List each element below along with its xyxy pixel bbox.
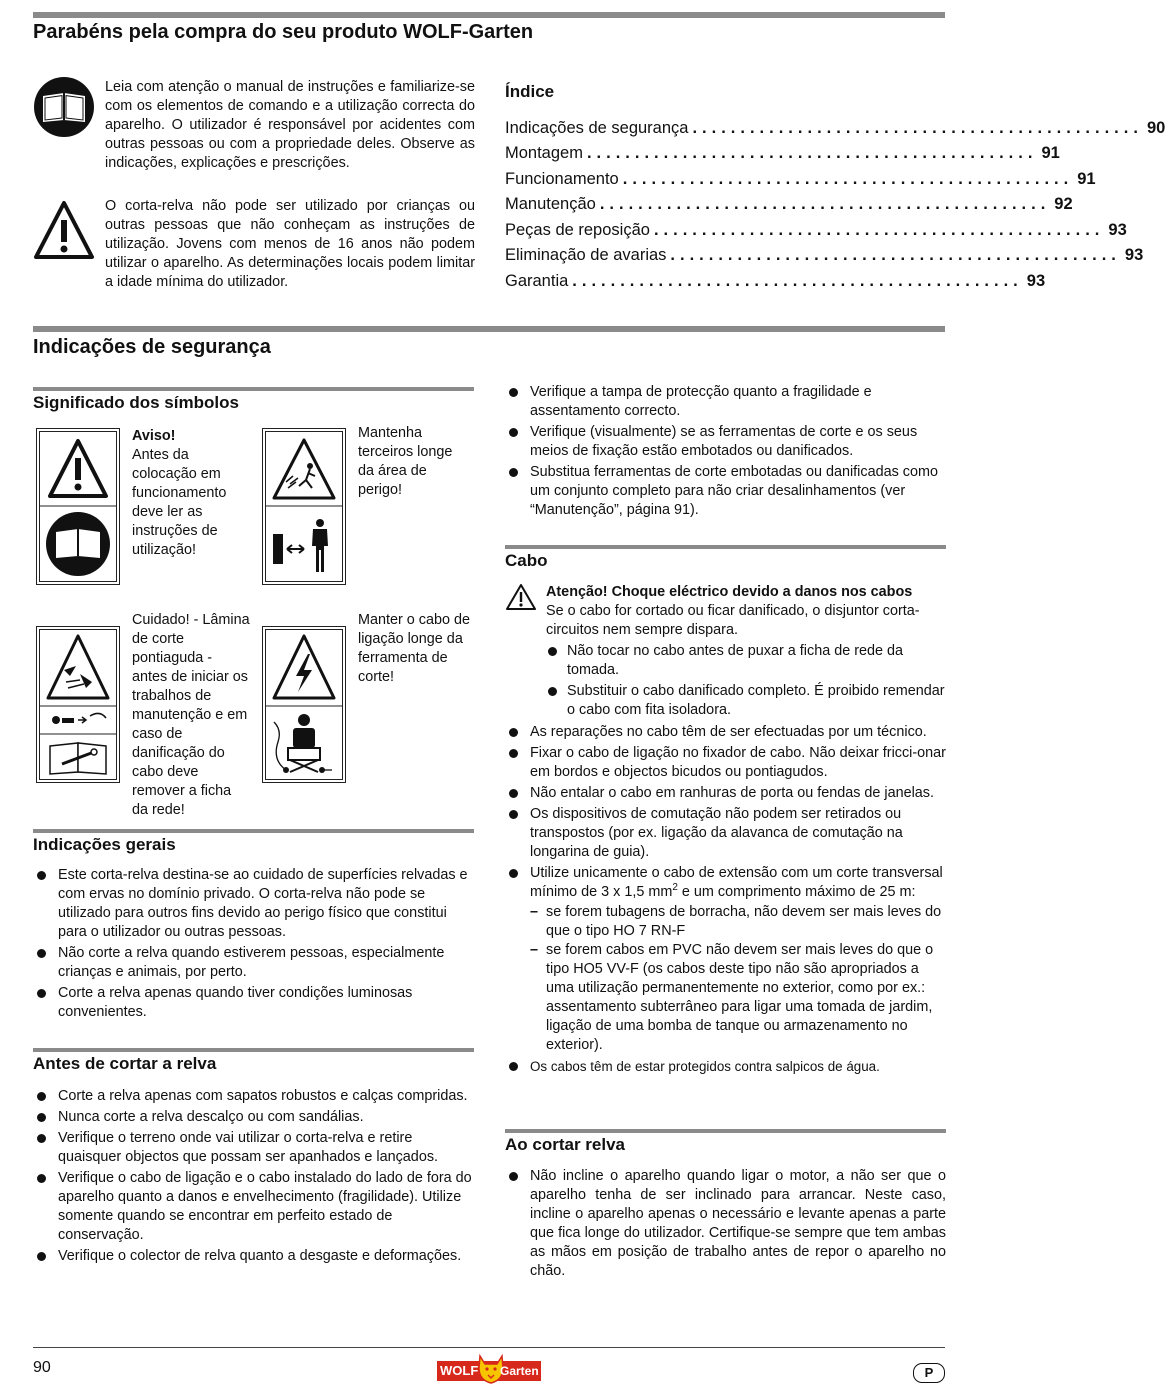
safety-title: Indicações de segurança xyxy=(33,336,271,358)
cable-title: Cabo xyxy=(505,551,548,570)
toc-item[interactable]: Peças de reposição ............................................... 93 xyxy=(505,220,1127,239)
subsection-rule xyxy=(33,387,474,391)
list-item: Fixar o cabo de ligação no fixador de cabo. Não deixar fricci-onar em bordos e objectos bicudos ou pontiagudos. xyxy=(505,744,946,782)
general-title: Indicações gerais xyxy=(33,835,176,854)
symbol-warning-read-manual xyxy=(36,428,120,585)
before-list-continued xyxy=(505,383,946,522)
page-number: 90 xyxy=(33,1359,51,1376)
list-item: Verifique o terreno onde vai utilizar o corta-relva e retire quaisquer objectos que possam ser apanhados e lançados. xyxy=(33,1129,474,1167)
list-item: – se forem cabos em PVC não devem ser mais leves do que o tipo HO5 VV-F (os cabos deste tipo não são apropriados a uma utilização permanentemente no exterior, como por ex.: assentamento subterrâneo para ligar uma tomada de jardim, ligação de uma bomba de tanque ou armazenamento no exterior). xyxy=(530,941,946,1055)
symbol-keep-distance xyxy=(262,428,346,585)
list-item: Corte a relva apenas quando tiver condições luminosas convenientes. xyxy=(33,984,474,1022)
attention-text: Se o cabo for cortado ou ficar danificado, o disjuntor corta-circuitos nem sempre dispara. xyxy=(546,603,920,638)
list-item: Não incline o aparelho quando ligar o motor, a não ser que o aparelho tenha de ser inclinado para arrancar. Neste caso, incline o aparelho apenas o necessário e levante apenas a parte que fica longe do utilizador. Certifique-se sempre que tem ambas as mãos em posição de trabalho antes de repor o aparelho no chão. xyxy=(505,1167,946,1281)
symbol-keep-distance-text: Mantenha terceiros longe da área de perigo! xyxy=(358,425,453,498)
warning-triangle-icon xyxy=(33,200,95,260)
language-badge: P xyxy=(913,1363,945,1383)
list-item: Corte a relva apenas com sapatos robustos e calças compridas. xyxy=(33,1087,474,1106)
toc-item[interactable]: Montagem ............................................... 91 xyxy=(505,144,1060,162)
intro-children-warning-text: O corta-relva não pode ser utilizado por crianças ou outras pessoas que não conheçam as instruções de utilização. Jovens com menos de 16 anos não podem utilizar o aparelho. As determinações locais podem limitar a idade mínima do utilizador. xyxy=(105,198,475,290)
page-title: Parabéns pela compra do seu produto WOLF-Garten xyxy=(33,21,534,43)
section-rule xyxy=(33,326,945,332)
toc-item[interactable]: Indicações de segurança ............................................... 90 xyxy=(505,118,1165,137)
before-list xyxy=(33,1087,474,1268)
list-item: Substituir o cabo danificado completo. É proibido remendar o cabo com fita isoladora. xyxy=(546,682,946,720)
toc-item[interactable]: Garantia ............................................... 93 xyxy=(505,271,1046,290)
dash-list xyxy=(530,903,946,1055)
toc-item[interactable]: Funcionamento ............................................... 91 xyxy=(505,169,1096,188)
toc-item[interactable]: Manutenção ............................................... 92 xyxy=(505,195,1073,213)
list-item: Utilize unicamente o cabo de extensão com um corte transversal mínimo de 3 x 1,5 $mm^2$ e um comprimento máximo de 25 m: – se forem tubagens de borracha, não devem ser mais leves do que o tipo HO 7 RN-F – se forem cabos em PVC não devem ser mais leves do que o tipo HO5 VV-F (os cabos deste tipo não são apropriados a uma utilização permanentemente no exterior, como por ex.: assentamento subterrâneo para ligar uma tomada de jardim, ligação de uma bomba de tanque ou armazenamento no exterior). xyxy=(505,864,946,1055)
cable-list xyxy=(505,723,946,1078)
symbol-blade-caution xyxy=(36,626,120,783)
toc-list xyxy=(505,112,1165,291)
list-item: – se forem tubagens de borracha, não devem ser mais leves do que o tipo HO 7 RN-F xyxy=(530,903,946,941)
before-title: Antes de cortar a relva xyxy=(33,1054,217,1073)
attention-title: Atenção! Choque eléctrico devido a danos nos cabos xyxy=(546,584,913,600)
subsection-rule xyxy=(505,545,946,549)
list-item: Os dispositivos de comutação não podem ser retirados ou transpostos (por ex. ligação da alavanca de comutação na longarina de guia). xyxy=(505,805,946,862)
list-item: As reparações no cabo têm de ser efectuadas por um técnico. xyxy=(505,723,946,742)
subsection-rule xyxy=(33,1048,474,1052)
symbol-blade-caution-text: Cuidado! - Lâmina de corte pontiaguda - antes de iniciar os trabalhos de manutenção e em caso de danificação do cabo deve remover a ficha da rede! xyxy=(132,612,250,818)
list-item: Substitua ferramentas de corte embotadas ou danificadas como um conjunto completo para não criar desalinhamentos (ver “Manutenção”, página 91). xyxy=(505,463,946,520)
attention-icon xyxy=(505,583,537,611)
symbols-title: Significado dos símbolos xyxy=(33,393,239,412)
footer-rule xyxy=(33,1347,945,1348)
attention-sub-list xyxy=(546,642,946,720)
cutting-list xyxy=(505,1167,946,1283)
symbol-warning-text: Aviso! Antes da colocação em funcionamento deve ler as instruções de utilização! xyxy=(132,428,227,558)
list-item: Não corte a relva quando estiverem pessoas, especialmente crianças e animais, por perto. xyxy=(33,944,474,982)
general-list xyxy=(33,866,474,1024)
list-item: Nunca corte a relva descalço ou com sandálias. xyxy=(33,1108,474,1127)
list-item: Verifique o colector de relva quanto a desgaste e deformações. xyxy=(33,1247,474,1266)
cable-attention-block xyxy=(546,583,946,722)
cutting-title: Ao cortar relva xyxy=(505,1135,625,1154)
list-item: Verifique (visualmente) se as ferramentas de corte e os seus meios de fixação estão embotados ou danificados. xyxy=(505,423,946,461)
toc-title: Índice xyxy=(505,82,555,101)
toc-item[interactable]: Eliminação de avarias ............................................... 93 xyxy=(505,246,1144,264)
list-item: Verifique o cabo de ligação e o cabo instalado do lado de fora do aparelho quanto a danos e envelhecimento (fragilidade). Utilize somente quando se encontrar em perfeito estado de conservação. xyxy=(33,1169,474,1245)
symbol-cable-away-text: Manter o cabo de ligação longe da ferramenta de corte! xyxy=(358,612,470,685)
wolf-garten-logo: WOLF Garten xyxy=(437,1352,541,1384)
list-item: Verifique a tampa de protecção quanto a fragilidade e assentamento correcto. xyxy=(505,383,946,421)
list-item: Não tocar no cabo antes de puxar a ficha de rede da tomada. xyxy=(546,642,946,680)
list-item: Os cabos têm de estar protegidos contra salpicos de água. xyxy=(505,1057,946,1076)
list-item: Este corta-relva destina-se ao cuidado de superfícies relvadas e com ervas no domínio privado. O corta-relva não pode se utilizado para outros fins devido ao perigo físico que constitui para o utilizador ou outras pessoas. xyxy=(33,866,474,942)
read-manual-icon xyxy=(33,76,95,138)
symbol-cable-away xyxy=(262,626,346,783)
top-rule xyxy=(33,12,945,18)
intro-read-manual-text: Leia com atenção o manual de instruções e familiarize-se com os elementos de comando e a utilização correcta do aparelho. O utilizador é responsável por acidentes com outras pessoas ou com a propriedade deles. Observe as indicações, explicações e prescrições. xyxy=(105,79,475,171)
subsection-rule xyxy=(505,1129,946,1133)
list-item: Não entalar o cabo em ranhuras de porta ou fendas de janelas. xyxy=(505,784,946,803)
subsection-rule xyxy=(33,829,474,833)
